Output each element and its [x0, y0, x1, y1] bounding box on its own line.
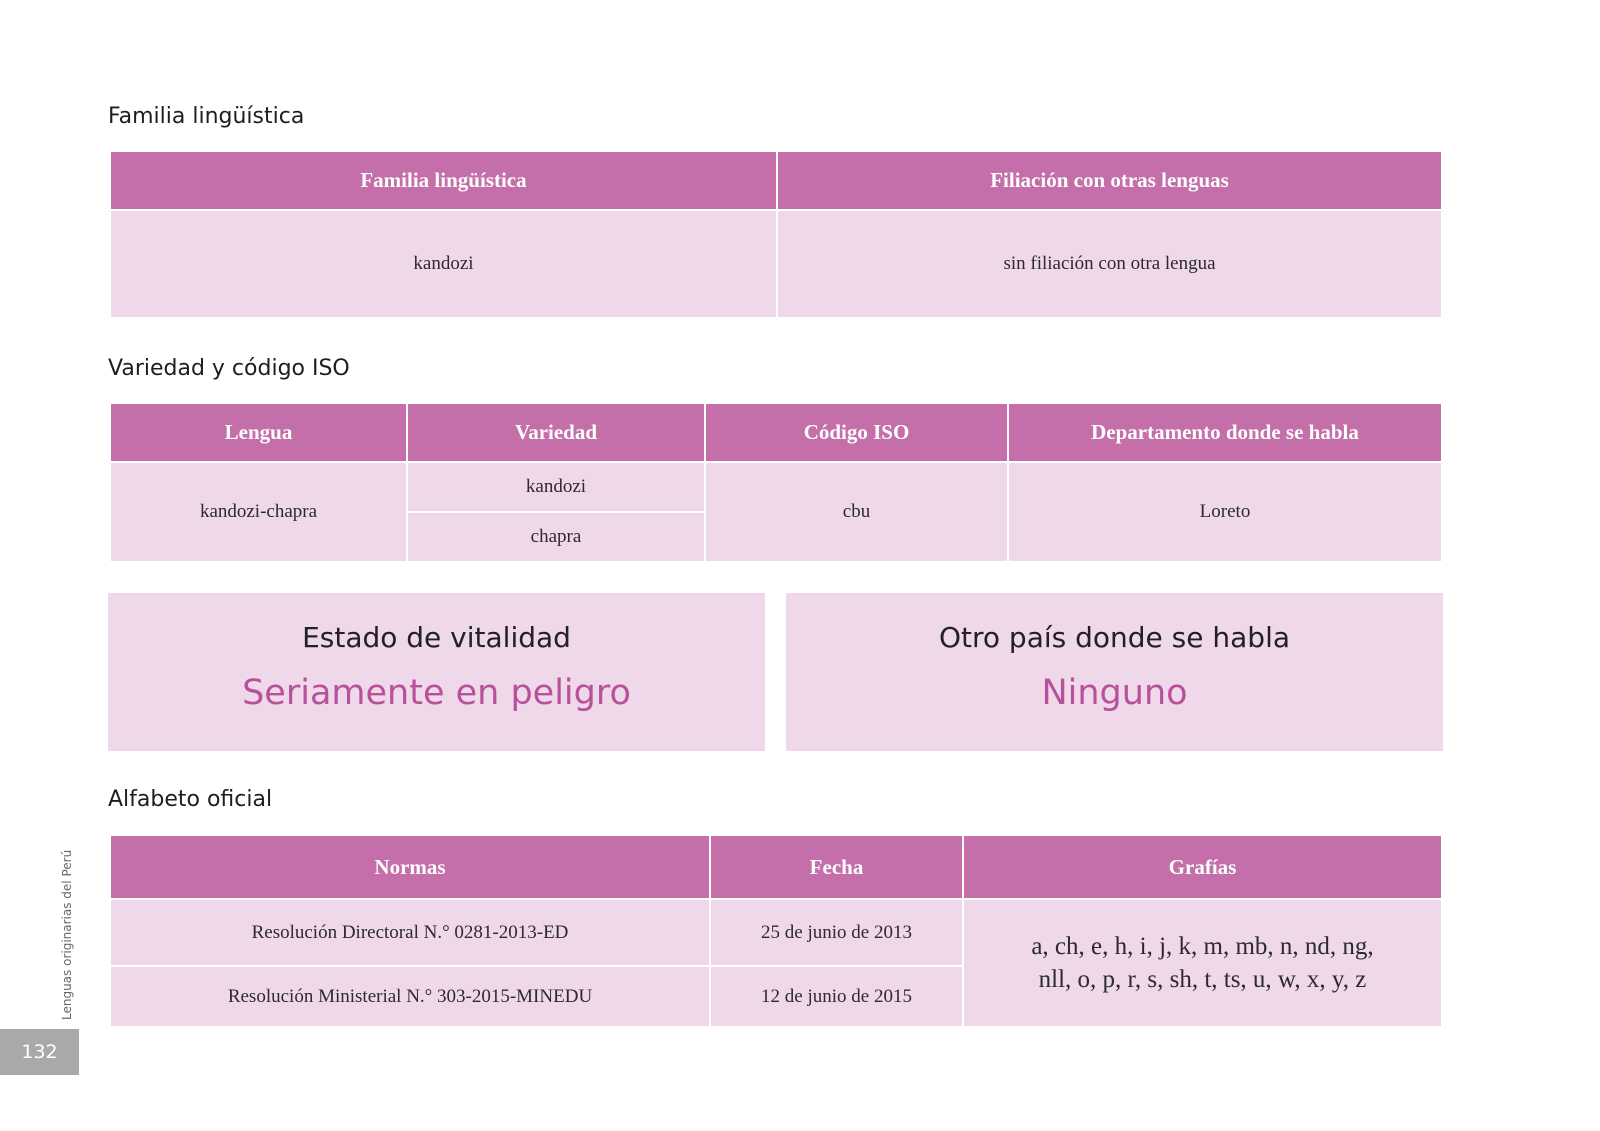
section-title-alfabeto: Alfabeto oficial [108, 787, 273, 812]
vitalidad-value: Seriamente en peligro [242, 673, 631, 713]
familia-table [109, 150, 1443, 319]
cell-codigo-iso: cbu [705, 462, 1008, 562]
book-title-vertical: Lenguas originarias del Perú [60, 849, 74, 1020]
header-fecha: Fecha [710, 835, 963, 899]
otro-pais-box [786, 593, 1443, 751]
cell-norma-1: Resolución Directoral N.° 0281-2013-ED [110, 899, 710, 966]
cell-variedad-1: kandozi [407, 462, 705, 512]
table-row [110, 899, 1442, 966]
header-departamento: Departamento donde se habla [1008, 403, 1442, 462]
grafias-line-1: a, ch, e, h, i, j, k, m, mb, n, nd, ng, [1031, 933, 1374, 960]
header-codigo-iso: Código ISO [705, 403, 1008, 462]
cell-filiacion: sin filiación con otra lengua [777, 210, 1442, 318]
header-familia: Familia lingüística [110, 151, 777, 210]
section-title-variedad: Variedad y código ISO [108, 356, 350, 381]
vitalidad-label: Estado de vitalidad [302, 621, 571, 654]
table-header-row [110, 835, 1442, 899]
otro-pais-label: Otro país donde se habla [938, 621, 1291, 654]
section-title-familia: Familia lingüística [108, 104, 305, 129]
cell-fecha-1: 25 de junio de 2013 [710, 899, 963, 966]
page-number: 132 [0, 1029, 79, 1075]
header-filiacion: Filiación con otras lenguas [777, 151, 1442, 210]
cell-departamento: Loreto [1008, 462, 1442, 562]
cell-grafias [963, 899, 1442, 1027]
alfabeto-table [109, 834, 1443, 1028]
header-lengua: Lengua [110, 403, 407, 462]
vitalidad-box [108, 593, 765, 751]
header-variedad: Variedad [407, 403, 705, 462]
cell-fecha-2: 12 de junio de 2015 [710, 966, 963, 1027]
grafias-line-2: nll, o, p, r, s, sh, t, ts, u, w, x, y, z [1038, 966, 1367, 993]
table-header-row [110, 151, 1442, 210]
table-row [110, 462, 1442, 512]
otro-pais-value: Ninguno [1041, 673, 1188, 713]
cell-lengua: kandozi-chapra [110, 462, 407, 562]
cell-variedad-2: chapra [407, 512, 705, 562]
table-header-row [110, 403, 1442, 462]
header-normas: Normas [110, 835, 710, 899]
header-grafias: Grafías [963, 835, 1442, 899]
variedad-table [109, 402, 1443, 563]
cell-familia: kandozi [110, 210, 777, 318]
cell-norma-2: Resolución Ministerial N.° 303-2015-MINEDU [110, 966, 710, 1027]
table-row [110, 210, 1442, 318]
